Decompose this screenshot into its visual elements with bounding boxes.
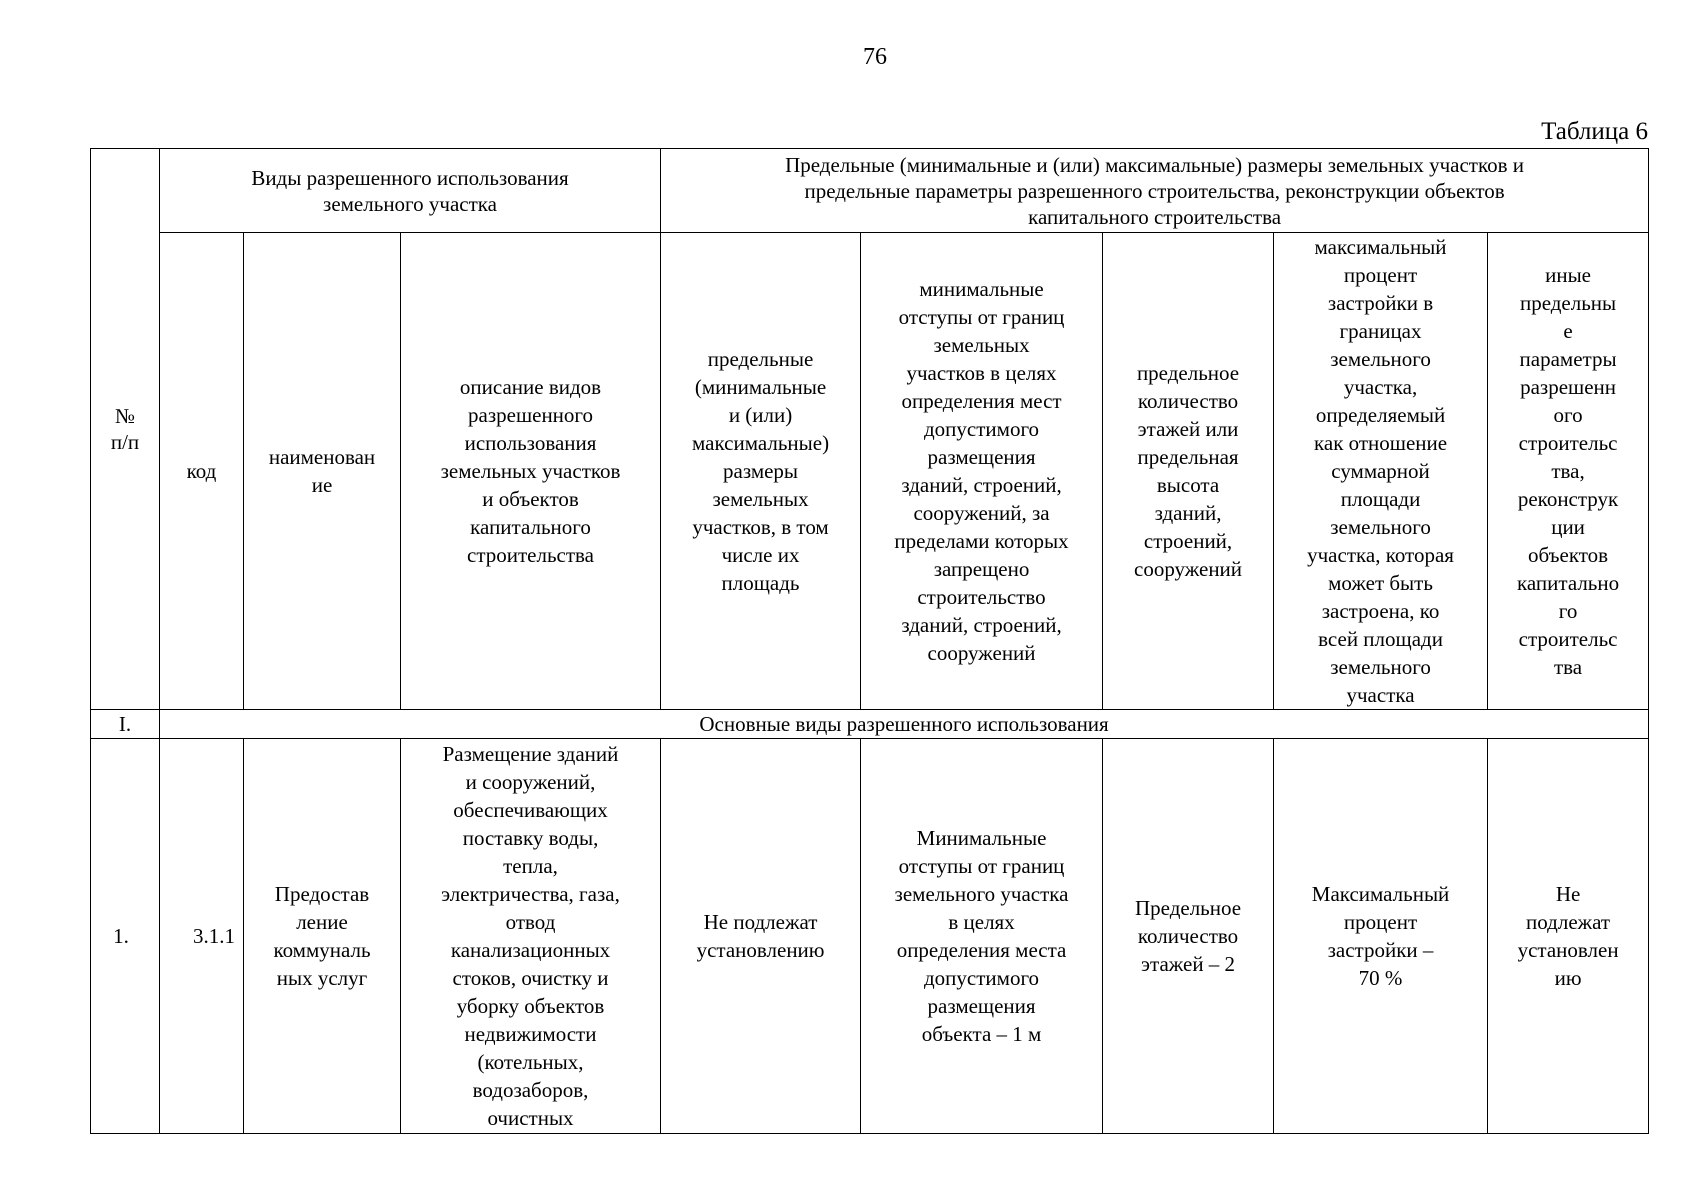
section-title: Основные виды разрешенного использования: [160, 710, 1649, 739]
regulations-table: [90, 148, 1649, 1134]
header-sizes: предельные (минимальные и (или) максимальные) размеры земельных участков, в том числе их площадь: [661, 233, 861, 710]
row-num: 1.: [91, 739, 160, 1134]
header-columns-row: [91, 233, 1649, 710]
row-sizes: Не подлежат установлению: [661, 739, 861, 1134]
header-name: наименован ие: [244, 233, 401, 710]
header-code: код: [160, 233, 244, 710]
row-description: Размещение зданий и сооружений, обеспечивающих поставку воды, тепла, электричества, газа, отвод канализационных стоков, очистку и уборку объектов недвижимости (котельных, водозаборов, очистных: [401, 739, 661, 1134]
row-floors: Предельное количество этажей – 2: [1103, 739, 1274, 1134]
section-row: [91, 710, 1649, 739]
section-num: I.: [91, 710, 160, 739]
header-num: № п/п: [91, 149, 160, 710]
header-group-row: [91, 149, 1649, 233]
row-coverage: Максимальный процент застройки – 70 %: [1274, 739, 1488, 1134]
header-other: иные предельны е параметры разрешенн ого строительс тва, реконструк ции объектов капитально го строительс тва: [1488, 233, 1649, 710]
header-coverage: максимальный процент застройки в границах земельного участка, определяемый как отношение суммарной площади земельного участка, которая может быть застроена, ко всей площади земельного участка: [1274, 233, 1488, 710]
header-group-types: Виды разрешенного использования земельного участка: [160, 149, 661, 233]
table-caption: Таблица 6: [1541, 118, 1648, 145]
row-setbacks: Минимальные отступы от границ земельного участка в целях определения места допустимого размещения объекта – 1 м: [861, 739, 1103, 1134]
header-setbacks: минимальные отступы от границ земельных участков в целях определения мест допустимого размещения зданий, строений, сооружений, за пределами которых запрещено строительство зданий, строений, сооружений: [861, 233, 1103, 710]
row-other: Не подлежат установлен ию: [1488, 739, 1649, 1134]
row-name: Предостав ление коммуналь ных услуг: [244, 739, 401, 1134]
header-floors: предельное количество этажей или предельная высота зданий, строений, сооружений: [1103, 233, 1274, 710]
row-code: 3.1.1: [160, 739, 244, 1134]
table-row: [91, 739, 1649, 1134]
header-group-limits: Предельные (минимальные и (или) максимальные) размеры земельных участков и предельные параметры разрешенного строительства, реконструкции объектов капитального строительства: [661, 149, 1649, 233]
header-description: описание видов разрешенного использования земельных участков и объектов капитального строительства: [401, 233, 661, 710]
page-number: 76: [863, 44, 887, 70]
